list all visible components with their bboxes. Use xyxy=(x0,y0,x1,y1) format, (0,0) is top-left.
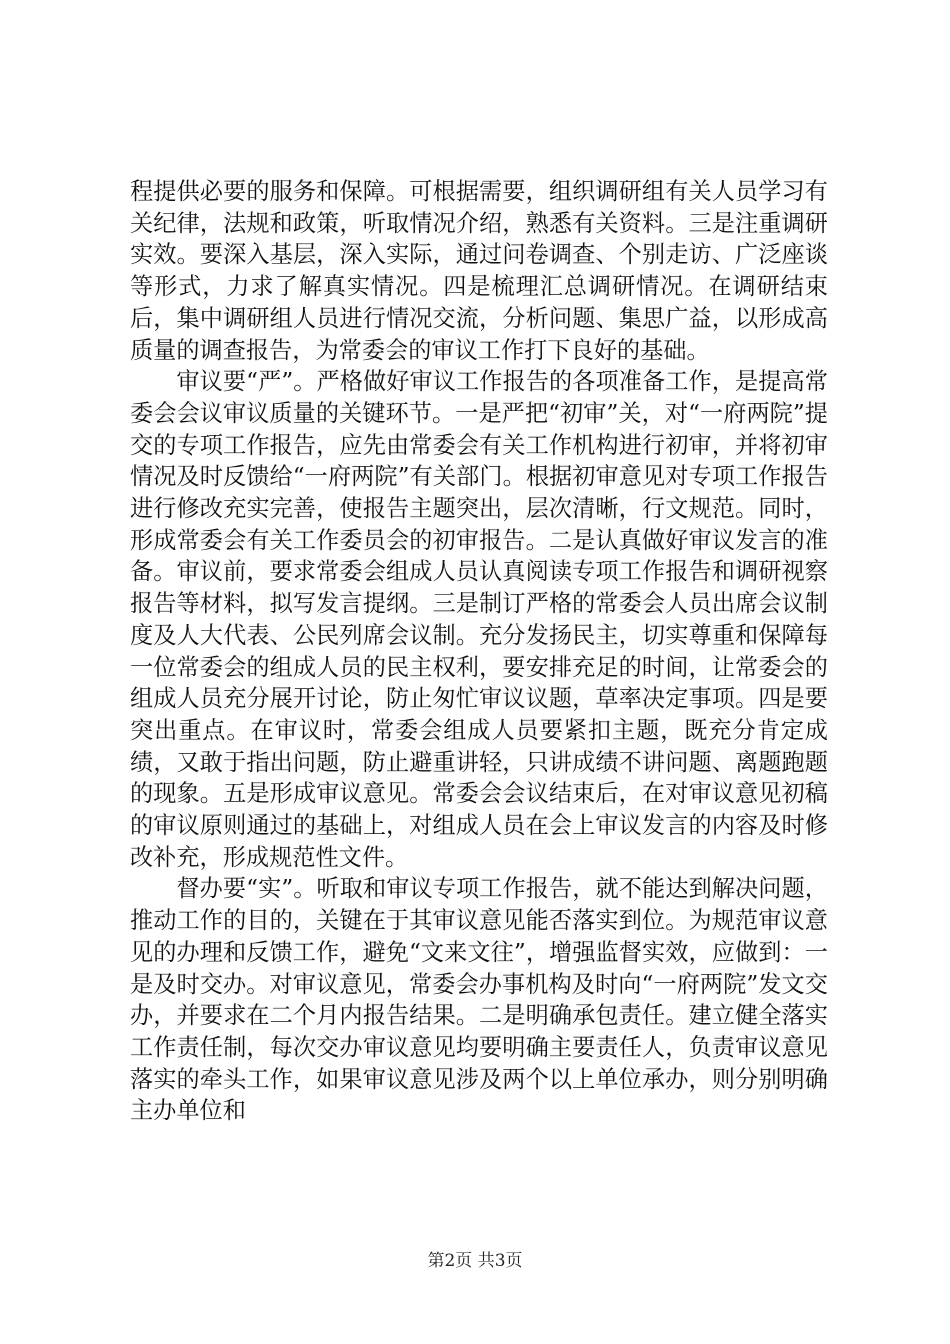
document-body xyxy=(130,176,828,1127)
paragraph-supervision-real: 督办要“实”。听取和审议专项工作报告，就不能达到解决问题，推动工作的目的，关键在于其审议意见能否落实到位。为规范审议意见的办理和反馈工作，避免“文来文往”，增强监督实效，应做到：一是及时交办。对审议意见，常委会办事机构及时向“一府两院”发文交办，并要求在二个月内报告结果。二是明确承包责任。建立健全落实工作责任制，每次交办审议意见均要明确主要责任人，负责审议意见落实的牵头工作，如果审议意见涉及两个以上单位承办，则分别明确主办单位和 xyxy=(130,875,828,1125)
paragraph-continuation: 程提供必要的服务和保障。可根据需要，组织调研组有关人员学习有关纪律，法规和政策，听取情况介绍，熟悉有关资料。三是注重调研实效。要深入基层，深入实际，通过问卷调查、个别走访、广泛座谈等形式，力求了解真实情况。四是梳理汇总调研情况。在调研结束后，集中调研组人员进行情况交流，分析问题、集思广益，以形成高质量的调查报告，为常委会的审议工作打下良好的基础。 xyxy=(130,178,828,364)
page-footer: 第2页 共3页 xyxy=(427,1251,523,1271)
paragraph-review-strict: 审议要“严”。严格做好审议工作报告的各项准备工作，是提高常委会会议审议质量的关键环节。一是严把“初审”关，对“一府两院”提交的专项工作报告，应先由常委会有关工作机构进行初审，并将初审情况及时反馈给“一府两院”有关部门。根据初审意见对专项工作报告进行修改充实完善，使报告主题突出，层次清晰，行文规范。同时，形成常委会有关工作委员会的初审报告。二是认真做好审议发言的准备。审议前，要求常委会组成人员认真阅读专项工作报告和调研视察报告等材料，拟写发言提纲。三是制订严格的常委会人员出席会议制度及人大代表、公民列席会议制。充分发扬民主，切实尊重和保障每一位常委会的组成人员的民主权利，要安排充足的时间，让常委会的组成人员充分展开讨论，防止匆忙审议议题，草率决定事项。四是要突出重点。在审议时，常委会组成人员要紧扣主题，既充分肯定成绩，又敢于指出问题，防止避重讲轻，只讲成绩不讲问题、离题跑题的现象。五是形成审议意见。常委会会议结束后，在对审议意见初稿的审议原则通过的基础上，对组成人员在会上审议发言的内容及时修改补充，形成规范性文件。 xyxy=(130,368,828,871)
